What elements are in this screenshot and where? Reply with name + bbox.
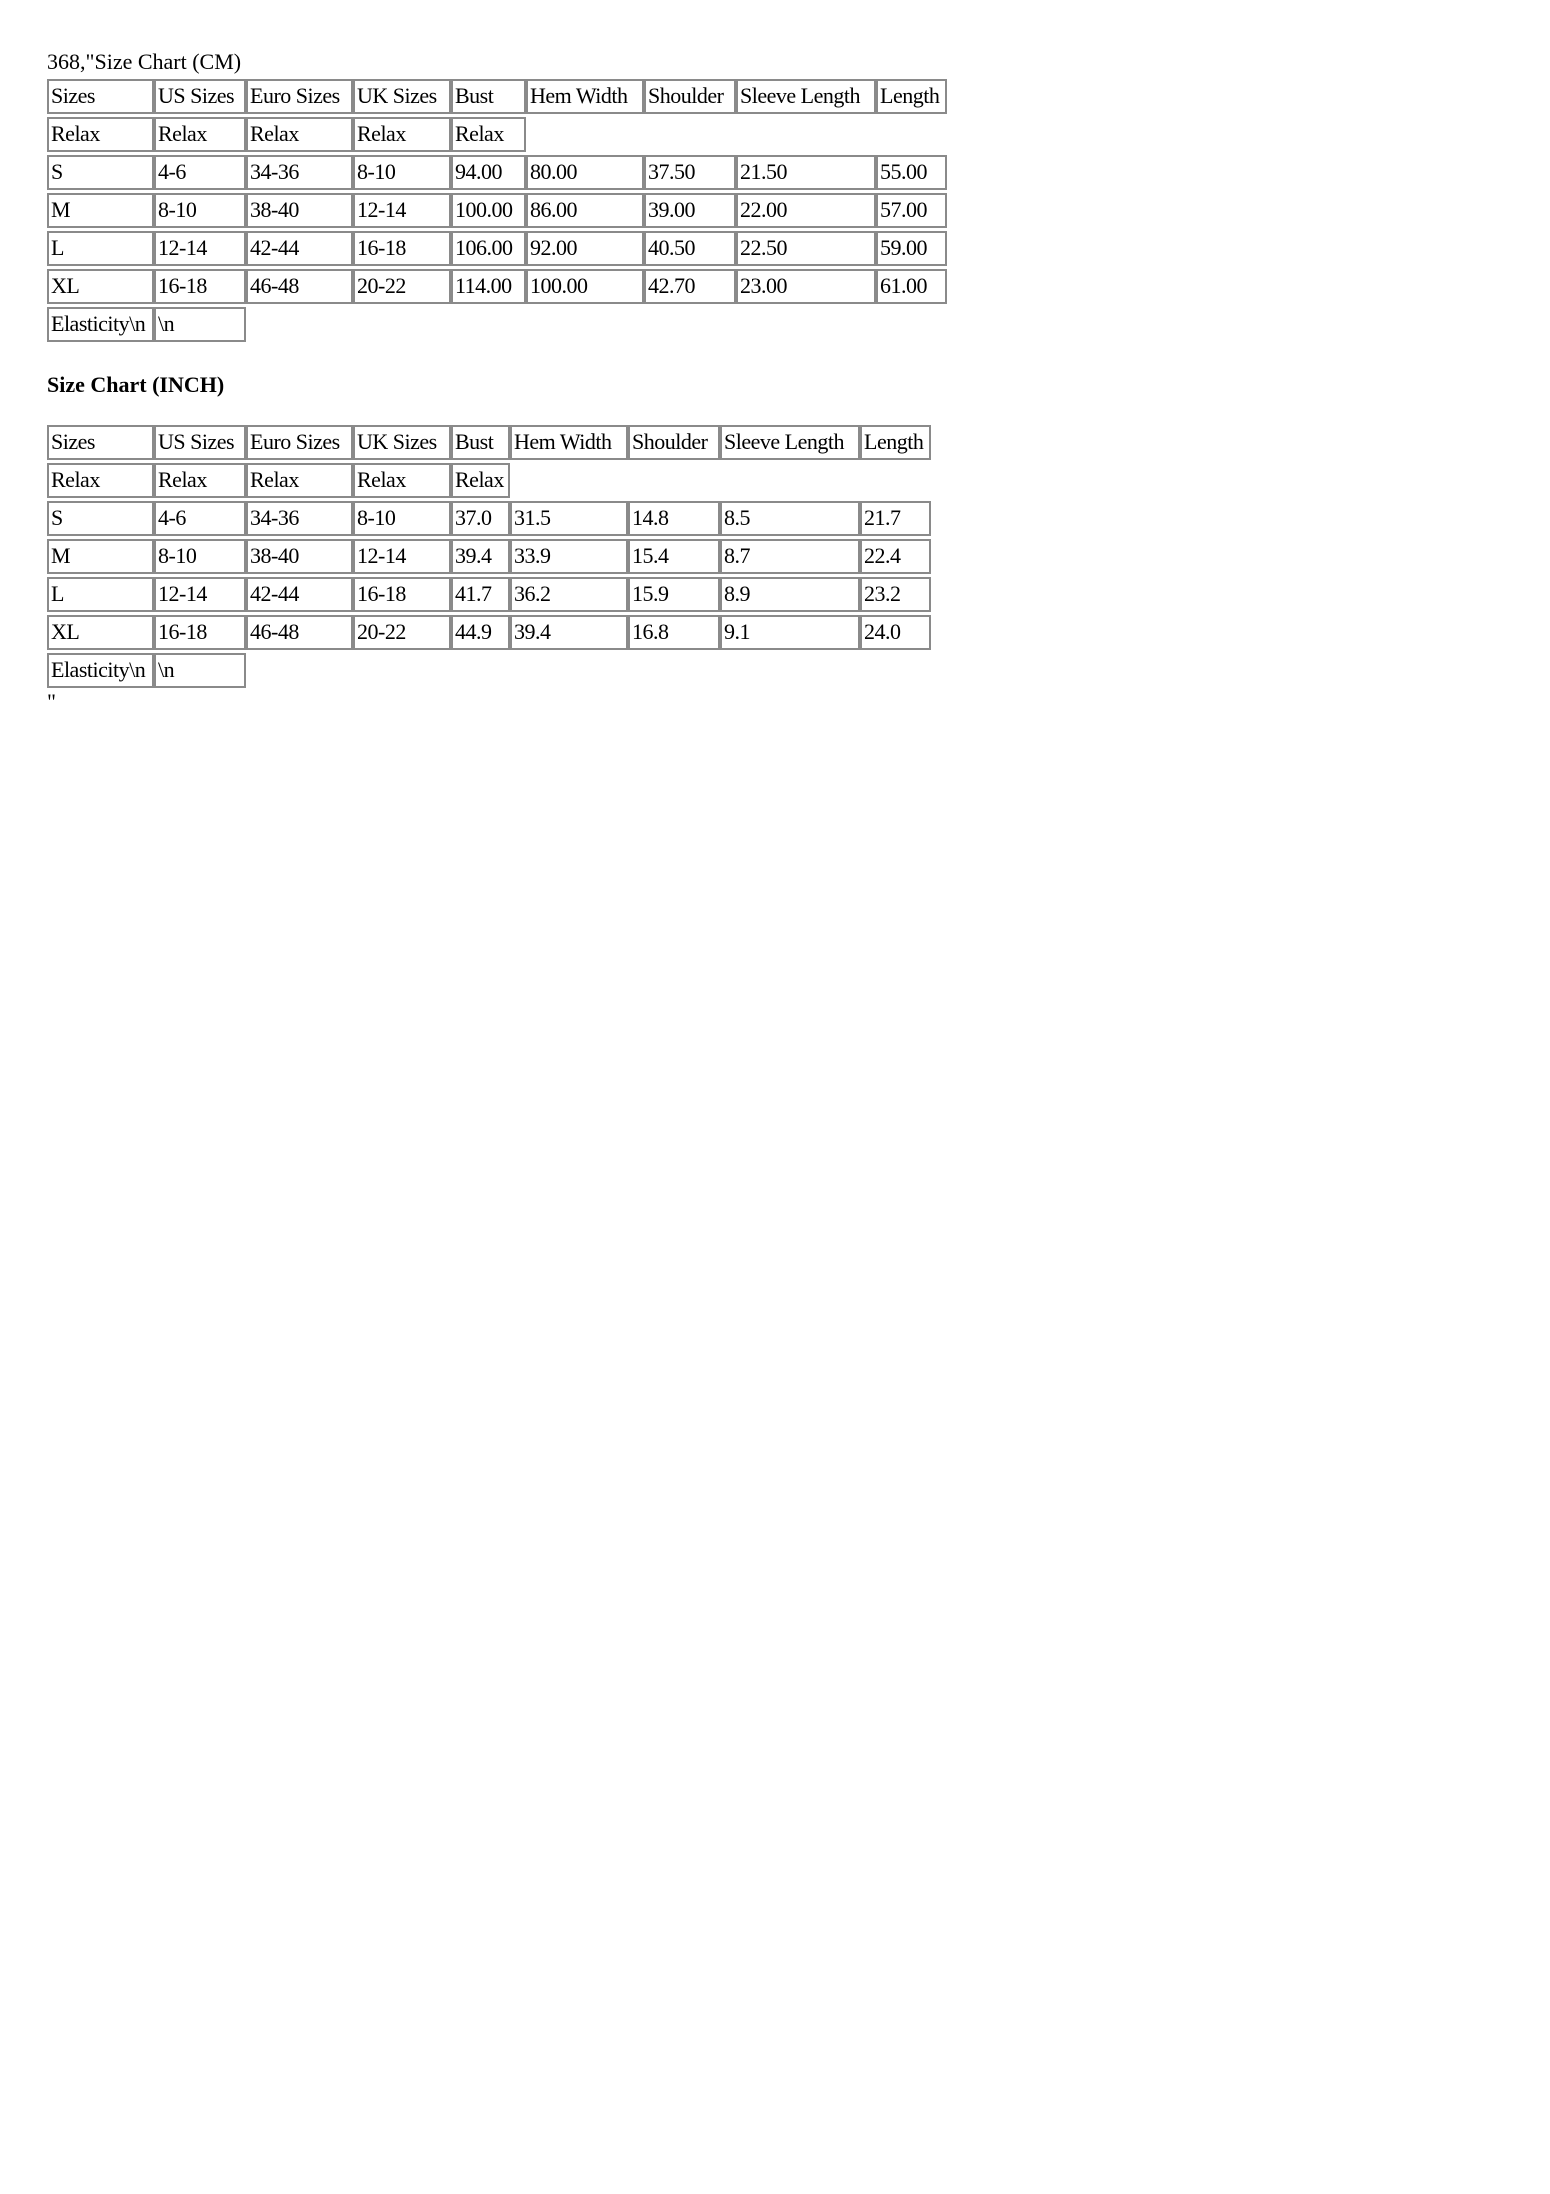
table-cell: 38-40 [246,193,353,228]
header-cell: Length [876,79,947,114]
table-cell: L [47,231,154,266]
table-cell: 20-22 [353,615,451,650]
relax-cell: Relax [451,463,510,498]
header-cell: Bust [451,425,510,460]
relax-cell: Relax [154,117,246,152]
table-cell: XL [47,615,154,650]
table-cell: 16-18 [353,231,451,266]
header-cell: UK Sizes [353,79,451,114]
header-cell: Hem Width [510,425,628,460]
table-cell: 106.00 [451,231,526,266]
table-cell: 21.50 [736,155,876,190]
table-cell: 39.00 [644,193,736,228]
table-cell: 16-18 [154,269,246,304]
header-cell: Bust [451,79,526,114]
relax-cell: Relax [47,117,154,152]
table-cell: 12-14 [154,231,246,266]
table-cell: 41.7 [451,577,510,612]
header-cell: US Sizes [154,425,246,460]
relax-cell: Relax [353,117,451,152]
table-cell: 46-48 [246,269,353,304]
header-cell: Sizes [47,79,154,114]
table-cell: 8.9 [720,577,860,612]
table-cell: 31.5 [510,501,628,536]
table-cell: 36.2 [510,577,628,612]
header-cell: Euro Sizes [246,79,353,114]
table-cell: 8.7 [720,539,860,574]
table-cell: 23.2 [860,577,931,612]
table-cell: 39.4 [451,539,510,574]
elasticity-cell: Elasticity\n [47,653,154,688]
header-cell: Sizes [47,425,154,460]
table-cell: 94.00 [451,155,526,190]
table-cell: L [47,577,154,612]
table-cell: 39.4 [510,615,628,650]
elasticity-cell: Elasticity\n [47,307,154,342]
table-cell: 44.9 [451,615,510,650]
table-cell: M [47,193,154,228]
relax-cell: Relax [154,463,246,498]
table-cell: S [47,501,154,536]
table-cell: 22.4 [860,539,931,574]
table-cell: 23.00 [736,269,876,304]
cm-heading: 368,"Size Chart (CM) [47,49,242,74]
table-cell: 15.9 [628,577,720,612]
table-cell: S [47,155,154,190]
table-cell: 37.0 [451,501,510,536]
relax-cell: Relax [353,463,451,498]
table-cell: 40.50 [644,231,736,266]
table-cell: 16-18 [353,577,451,612]
table-cell: 34-36 [246,155,353,190]
table-cell: XL [47,269,154,304]
table-cell: 100.00 [451,193,526,228]
table-cell: 8.5 [720,501,860,536]
table-cell: 16.8 [628,615,720,650]
table-cell: 8-10 [154,193,246,228]
table-cell: 8-10 [353,155,451,190]
table-cell: 14.8 [628,501,720,536]
header-cell: Sleeve Length [720,425,860,460]
table-cell: 4-6 [154,501,246,536]
table-cell: 8-10 [353,501,451,536]
table-cell: 37.50 [644,155,736,190]
elasticity-cell: \n [154,653,246,688]
relax-cell: Relax [246,463,353,498]
table-cell: 9.1 [720,615,860,650]
table-cell: 61.00 [876,269,947,304]
table-cell: 16-18 [154,615,246,650]
header-cell: Sleeve Length [736,79,876,114]
closing-quote: " [47,689,56,714]
table-cell: 20-22 [353,269,451,304]
relax-cell: Relax [246,117,353,152]
header-cell: Euro Sizes [246,425,353,460]
table-cell: 12-14 [154,577,246,612]
table-cell: 92.00 [526,231,644,266]
elasticity-cell: \n [154,307,246,342]
table-cell: 42-44 [246,577,353,612]
table-cell: 38-40 [246,539,353,574]
table-cell: 22.00 [736,193,876,228]
table-cell: 15.4 [628,539,720,574]
header-cell: US Sizes [154,79,246,114]
table-cell: 42.70 [644,269,736,304]
relax-cell: Relax [47,463,154,498]
table-cell: M [47,539,154,574]
table-cell: 24.0 [860,615,931,650]
table-cell: 100.00 [526,269,644,304]
table-cell: 46-48 [246,615,353,650]
header-cell: Length [860,425,931,460]
table-cell: 12-14 [353,539,451,574]
table-cell: 55.00 [876,155,947,190]
inch-heading: Size Chart (INCH) [47,372,225,397]
table-cell: 80.00 [526,155,644,190]
table-cell: 59.00 [876,231,947,266]
table-cell: 57.00 [876,193,947,228]
table-cell: 4-6 [154,155,246,190]
table-cell: 8-10 [154,539,246,574]
table-cell: 33.9 [510,539,628,574]
table-cell: 21.7 [860,501,931,536]
table-cell: 12-14 [353,193,451,228]
header-cell: Hem Width [526,79,644,114]
table-cell: 34-36 [246,501,353,536]
header-cell: Shoulder [644,79,736,114]
header-cell: Shoulder [628,425,720,460]
table-cell: 22.50 [736,231,876,266]
header-cell: UK Sizes [353,425,451,460]
table-cell: 42-44 [246,231,353,266]
relax-cell: Relax [451,117,526,152]
table-cell: 86.00 [526,193,644,228]
table-cell: 114.00 [451,269,526,304]
